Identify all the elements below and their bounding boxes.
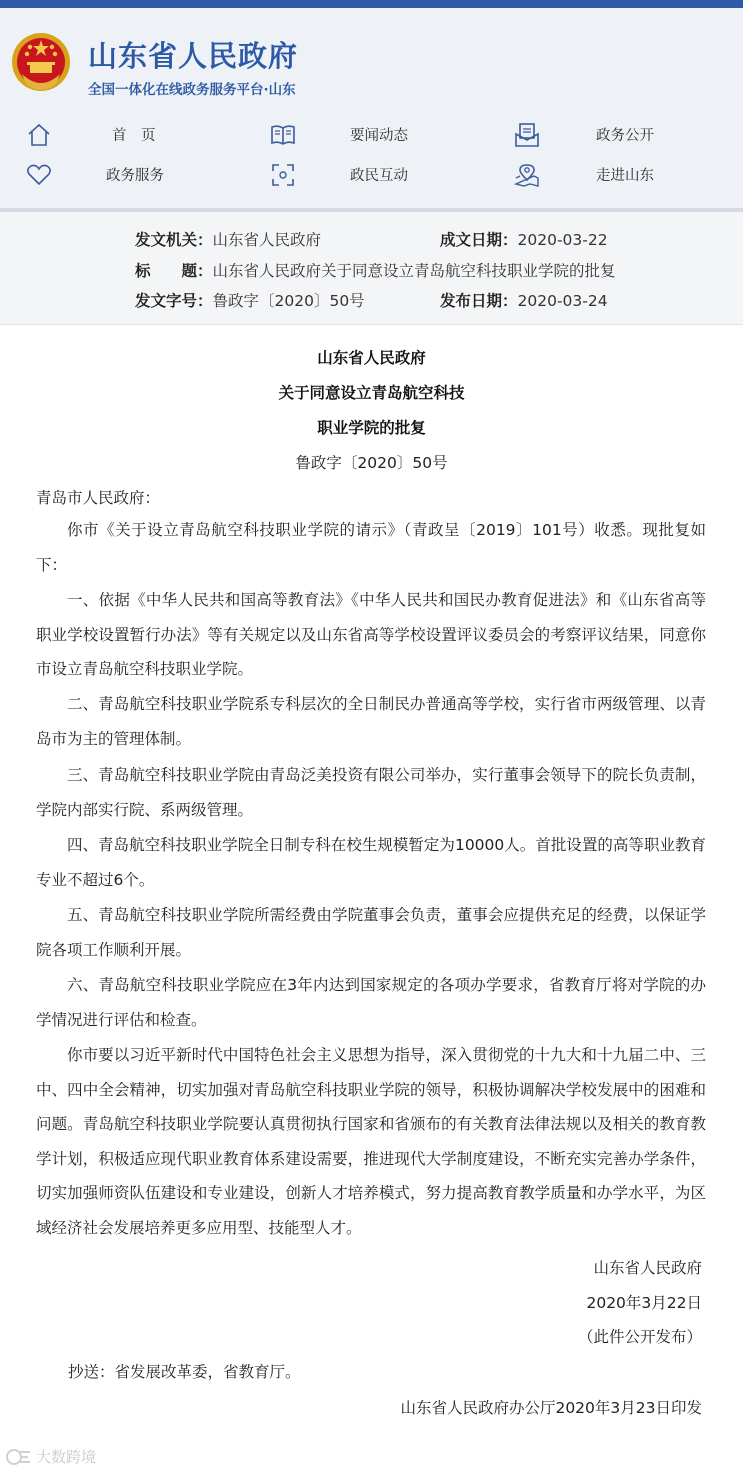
nav-open[interactable] [514,120,540,150]
meta-issuer: 发文机关：山东省人民政府 [135,231,322,249]
doc-number: 鲁政字〔2020〕50号 [295,454,448,472]
nav-shandong-label[interactable]: 走进山东 [596,168,654,184]
nav-news-label[interactable]: 要闻动态 [350,128,408,144]
doc-paragraph-closing: 你市要以习近平新时代中国特色社会主义思想为指导，深入贯彻党的十九大和十九届二中、三中、四中全会精神，切实加强对青岛航空科技职业学院的领导，积极协调解决学校发展中的困难和问题。青岛航空科技职业学院要认真贯彻执行国家和省颁布的有关教育法律法规以及相关的教育教学计划，积极适应现代职业教育体系建设需要，推进现代大学制度建设，不断充实完善办学条件，切实加强师资队伍建设和专业建设，创新人才培养模式，努力提高教育教学质量和办学水平，为区域经济社会发展培养更多应用型、技能型人才。 [36,1046,706,1237]
doc-signature: 山东省人民政府 [593,1259,702,1277]
doc-paragraph-2: 二、青岛航空科技职业学院系专科层次的全日制民办普通高等学校，实行省市两级管理、以青岛市为主的管理体制。 [36,695,706,748]
watermark [6,1446,96,1467]
meta-docno: 发文字号：鲁政字〔2020〕50号 [135,292,365,310]
book-icon [270,122,296,148]
doc-cc: 抄送：省发展改革委，省教育厅。 [68,1363,301,1381]
site-title[interactable]: 山东省人民政府 [88,39,299,73]
doc-paragraph-3: 三、青岛航空科技职业学院由青岛泛美投资有限公司举办，实行董事会领导下的院长负责制，学院内部实行院、系两级管理。 [36,766,706,819]
doc-print-note: 山东省人民政府办公厅2020年3月23日印发 [400,1399,702,1417]
interaction-icon [270,162,296,188]
nav-news[interactable] [270,120,296,150]
watermark-text: 大数跨境 [36,1448,97,1466]
doc-paragraph-intro: 你市《关于设立青岛航空科技职业学院的请示》（青政呈〔2019〕101号）收悉。现批复如下： [36,521,706,574]
nav-shandong[interactable] [514,160,540,190]
meta-publish-date: 发布日期：2020-03-24 [440,292,608,310]
top-accent-bar [0,0,743,8]
nav-home-label[interactable]: 首 页 [112,128,156,144]
doc-paragraph-6: 六、青岛航空科技职业学院应在3年内达到国家规定的各项办学要求，省教育厅将对学院的办学情况进行评估和检查。 [36,976,706,1029]
nav-interact[interactable] [270,160,296,190]
nav-interact-label[interactable]: 政民互动 [350,168,408,184]
doc-public-note: （此件公开发布） [577,1328,702,1346]
doc-sign-date: 2020年3月22日 [586,1294,702,1312]
doc-paragraph-4: 四、青岛航空科技职业学院全日制专科在校生规模暂定为10000人。首批设置的高等职业教育专业不超过6个。 [36,836,706,889]
map-pin-icon [514,162,540,188]
nav-open-label[interactable]: 政务公开 [596,128,654,144]
national-emblem-icon [10,30,72,96]
doc-title-line-2: 关于同意设立青岛航空科技 [278,384,465,402]
meta-title: 标 题：山东省人民政府关于同意设立青岛航空科技职业学院的批复 [135,262,616,280]
site-header [0,8,743,208]
nav-service[interactable] [26,160,52,190]
site-subtitle[interactable]: 全国一体化在线政务服务平台·山东 [88,82,296,98]
watermark-logo-icon [6,1448,32,1466]
doc-addressee: 青岛市人民政府： [36,489,161,507]
home-icon [26,122,52,148]
doc-title-line-3: 职业学院的批复 [317,419,426,437]
doc-paragraph-5: 五、青岛航空科技职业学院所需经费由学院董事会负责，董事会应提供充足的经费，以保证学院各项工作顺利开展。 [36,906,706,959]
heart-icon [26,162,52,188]
meta-written-date: 成文日期：2020-03-22 [440,231,608,249]
doc-paragraph-1: 一、依据《中华人民共和国高等教育法》《中华人民共和国民办教育促进法》和《山东省高等职业学校设置暂行办法》等有关规定以及山东省高等学校设置评议委员会的考察评议结果，同意你市设立青岛航空科技职业学院。 [36,591,706,679]
document-meta [0,212,743,325]
doc-title-line-1: 山东省人民政府 [317,349,426,367]
document-icon [514,122,540,148]
nav-home[interactable] [26,120,52,150]
nav-service-label[interactable]: 政务服务 [106,168,164,184]
